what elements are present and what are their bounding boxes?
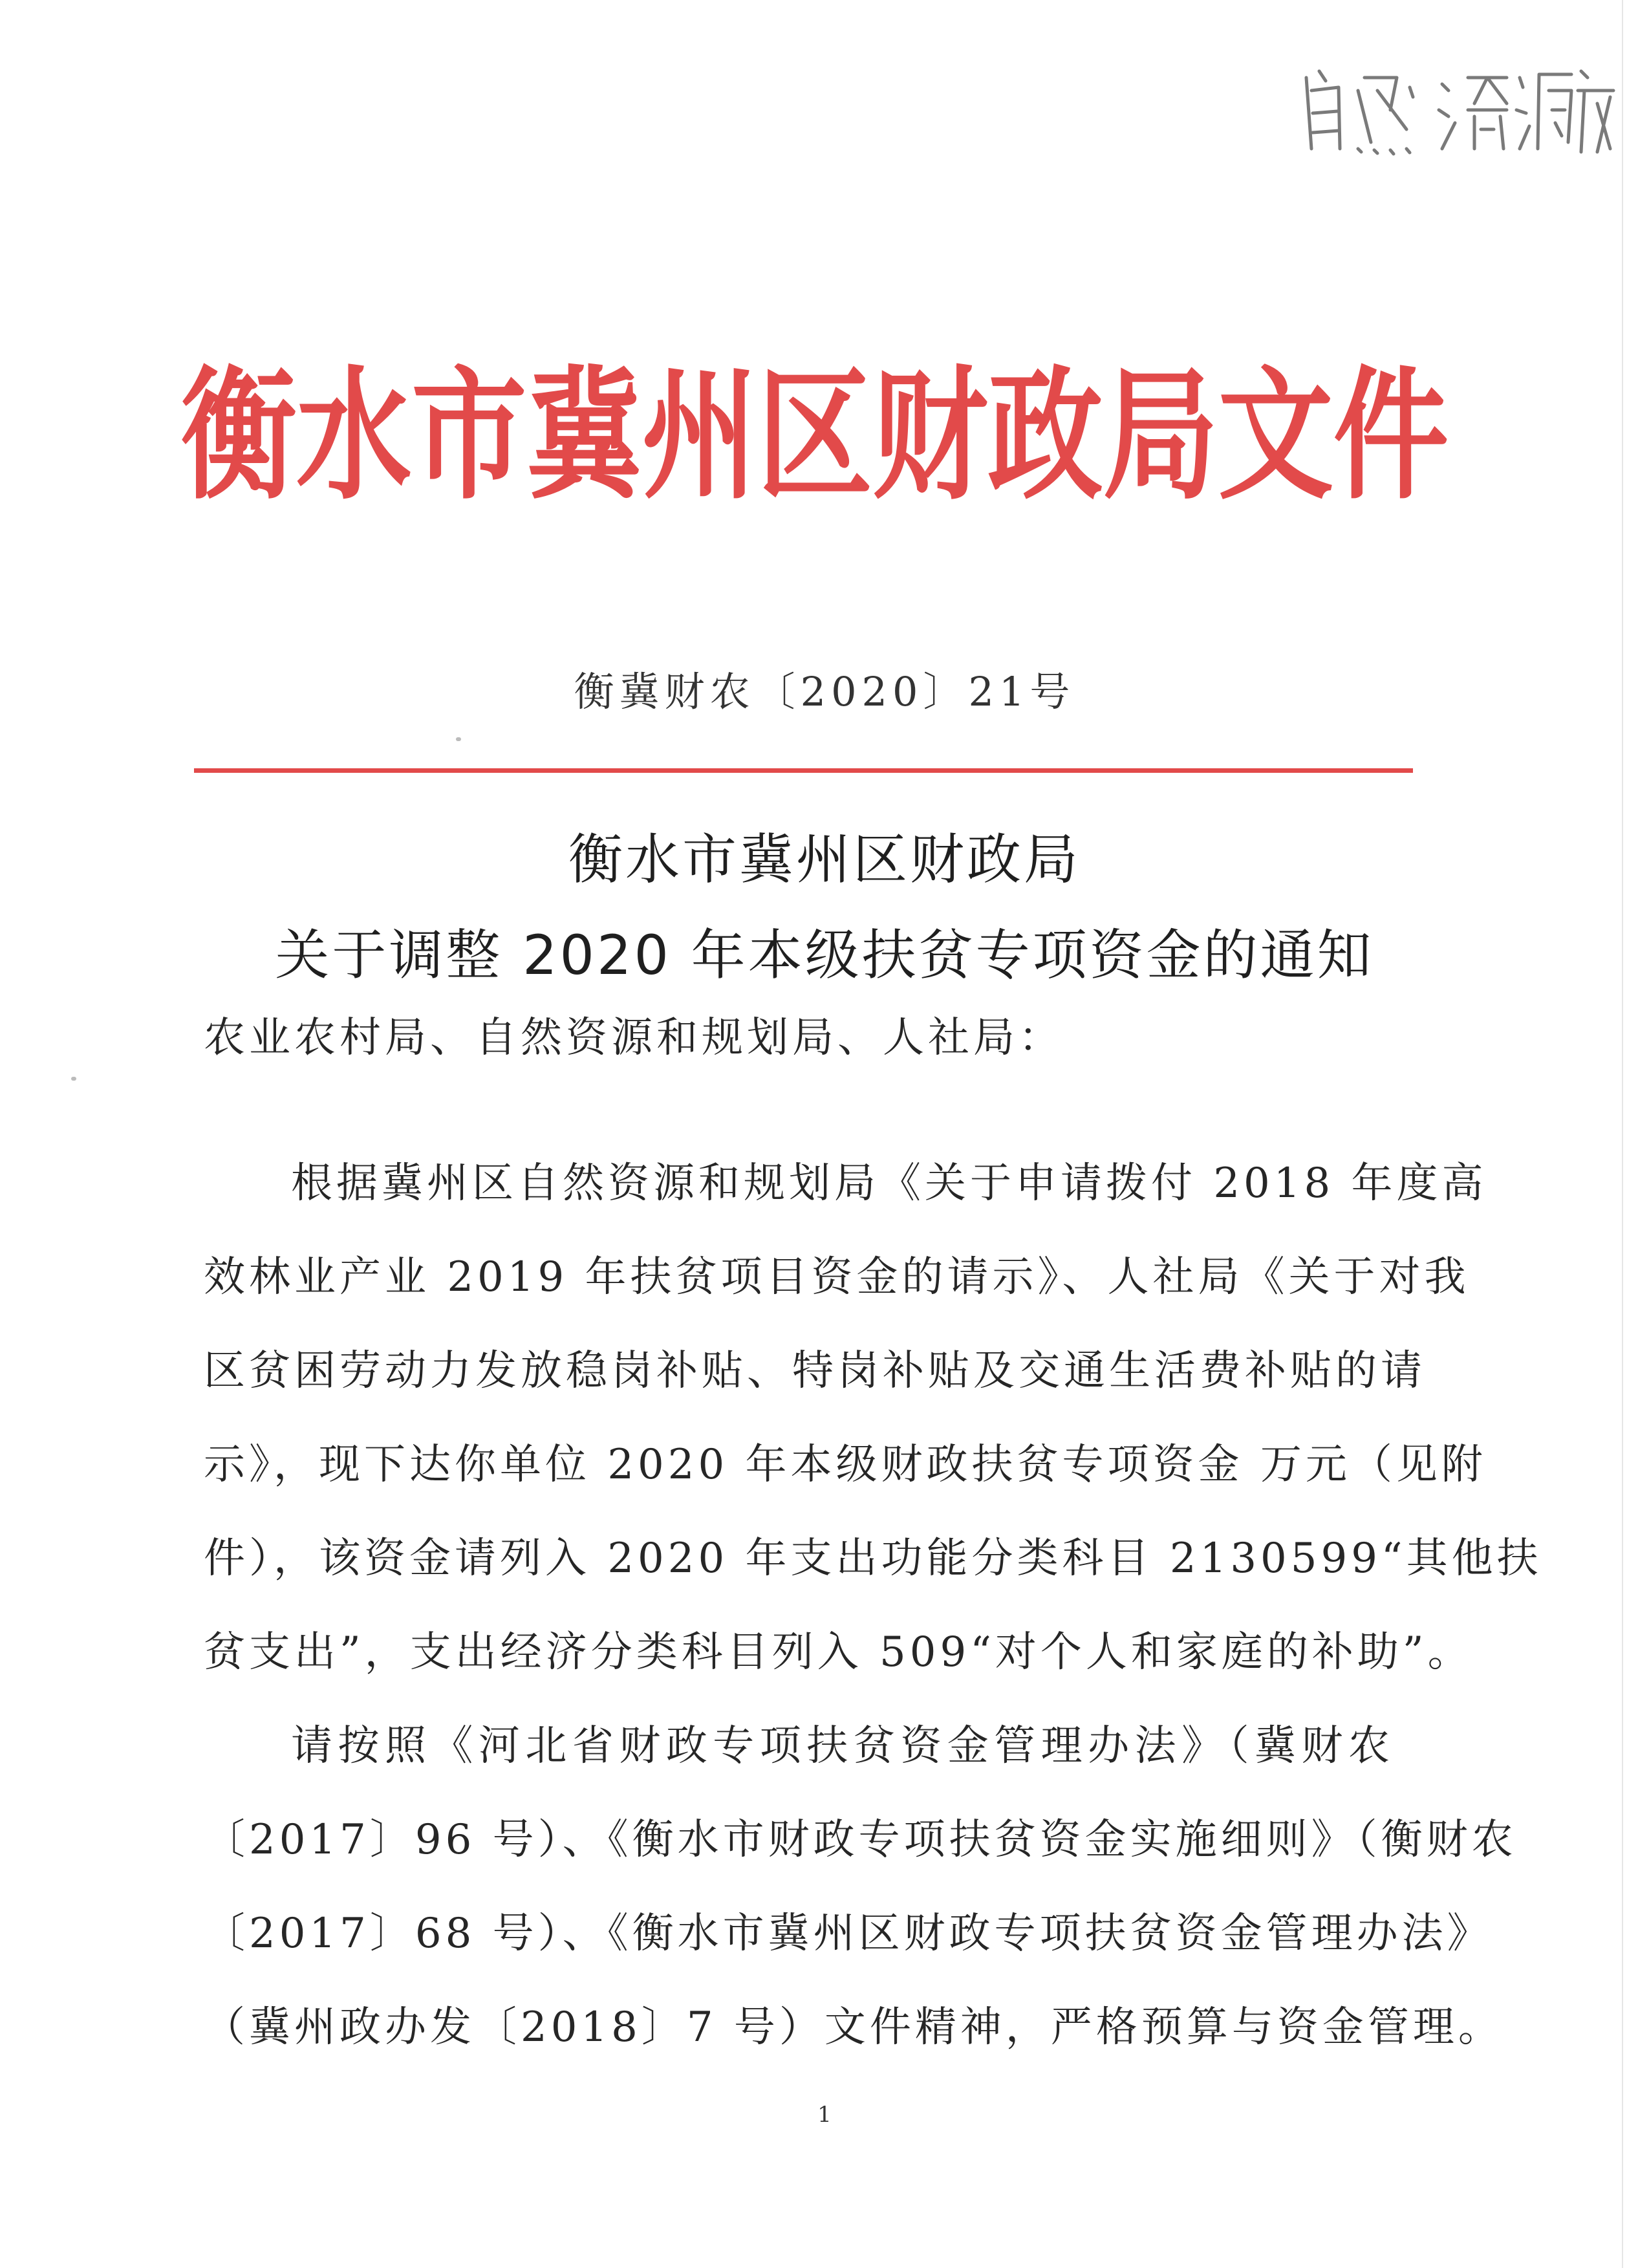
notice-title-line-1: 衡水市冀州区财政局 bbox=[568, 828, 1081, 891]
red-divider-line bbox=[194, 768, 1413, 773]
body-line: （冀州政办发〔2018〕7 号）文件精神，严格预算与资金管理。 bbox=[204, 2003, 1503, 2051]
body-line: 区贫困劳动力发放稳岗补贴、特岗补贴及交通生活费补贴的请 bbox=[204, 1347, 1426, 1395]
body-line: 〔2017〕96 号）、《衡水市财政专项扶贫资金实施细则》（衡财农 bbox=[204, 1816, 1517, 1864]
recipient-line: 农业农村局、自然资源和规划局、人社局： bbox=[204, 1014, 1064, 1062]
page-number: 1 bbox=[817, 2102, 832, 2128]
body-line: 贫支出”，支出经济分类科目列入 509“对个人和家庭的补助”。 bbox=[204, 1628, 1473, 1676]
document-number: 衡冀财农〔2020〕21号 bbox=[574, 668, 1075, 715]
body-line: 〔2017〕68 号）、《衡水市冀州区财政专项扶贫资金管理办法》 bbox=[204, 1910, 1493, 1958]
body-line: 件），该资金请列入 2020 年支出功能分类科目 2130599“其他扶 bbox=[204, 1535, 1542, 1582]
header-title-text: 衡水市冀州区财政局文件 bbox=[181, 351, 1449, 519]
scan-speck bbox=[71, 1077, 76, 1081]
scan-speck bbox=[456, 737, 461, 741]
body-line: 效林业产业 2019 年扶贫项目资金的请示》、人社局《关于对我 bbox=[204, 1253, 1470, 1301]
handwritten-note bbox=[1293, 52, 1617, 168]
body-line: 根据冀州区自然资源和规划局《关于申请拨付 2018 年度高 bbox=[291, 1160, 1487, 1207]
body-line: 示》，现下达你单位 2020 年本级财政扶贫专项资金 万元（见附 bbox=[204, 1441, 1487, 1489]
scan-edge-line bbox=[1622, 0, 1623, 2268]
notice-title-line-2: 关于调整 2020 年本级扶贫专项资金的通知 bbox=[275, 923, 1374, 987]
header-title bbox=[162, 336, 1468, 530]
body-line: 请按照《河北省财政专项扶贫资金管理办法》（冀财农 bbox=[291, 1722, 1394, 1770]
